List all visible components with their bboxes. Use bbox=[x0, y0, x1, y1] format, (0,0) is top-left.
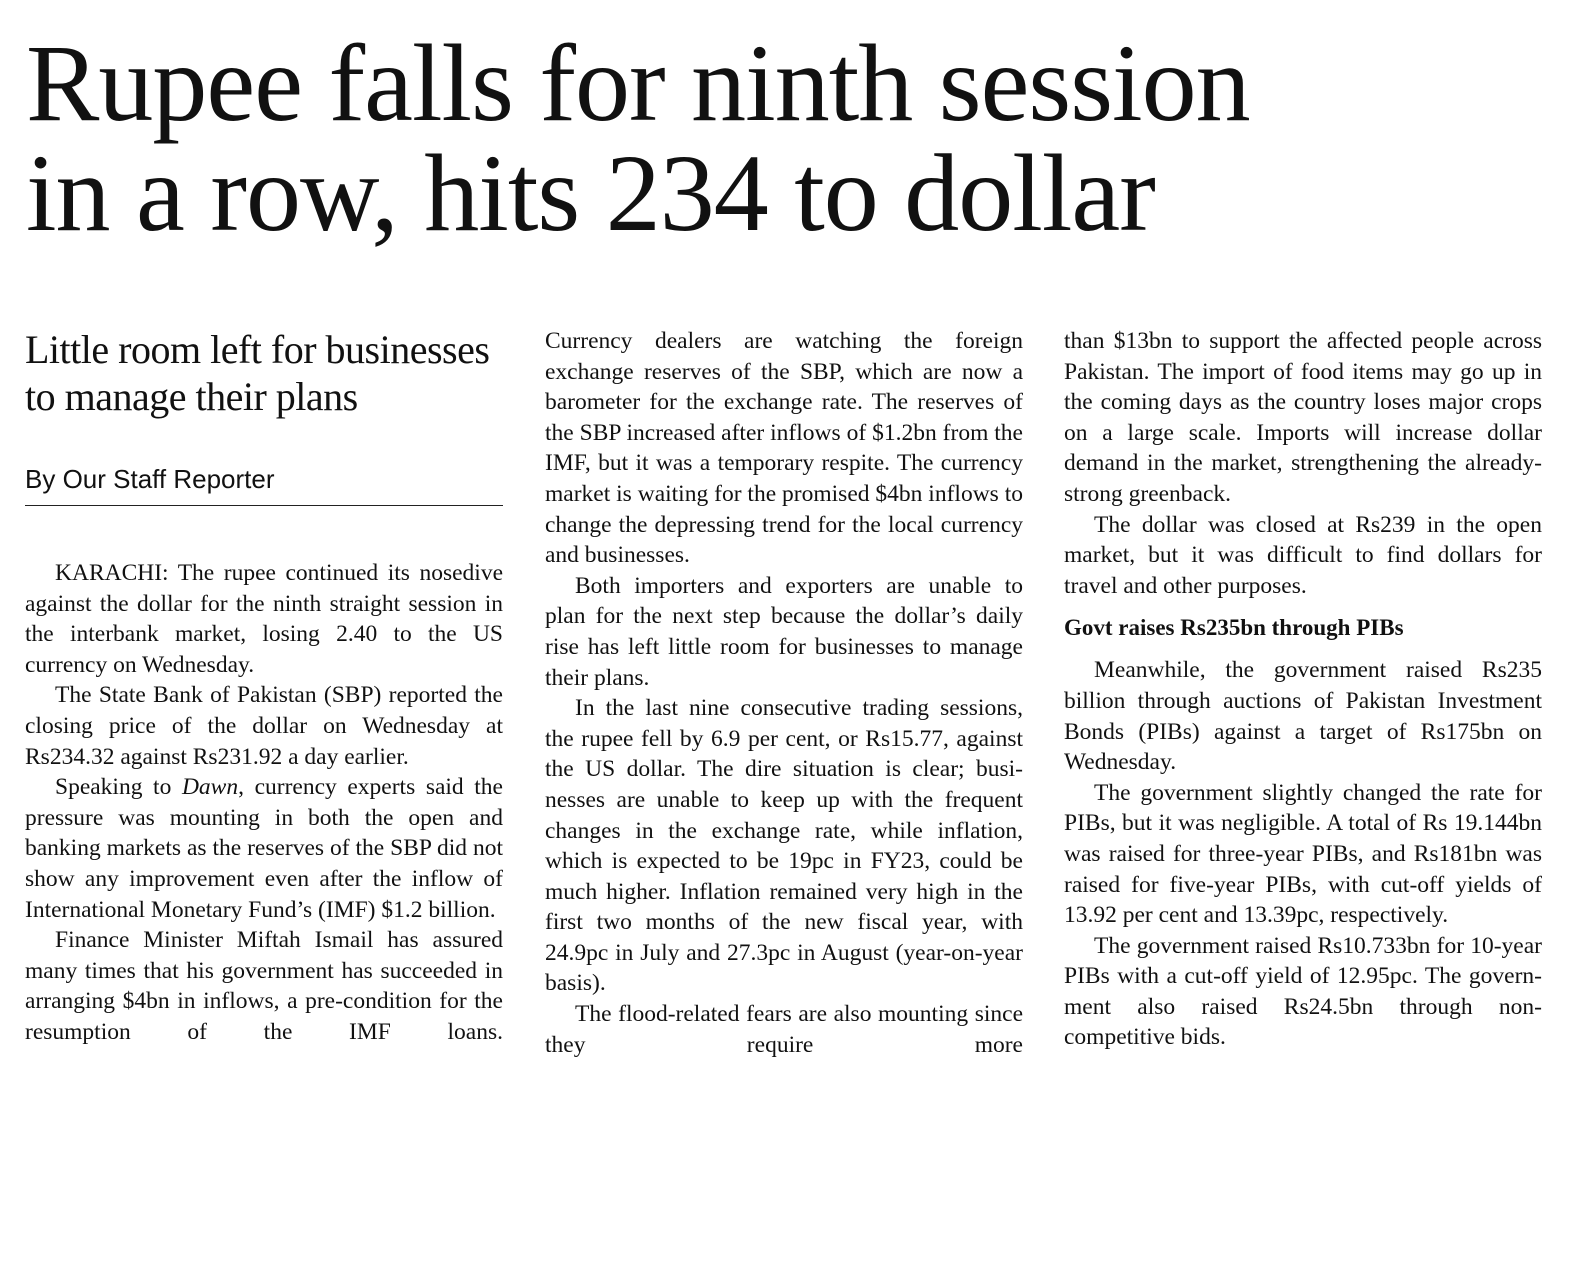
paragraph: Both importers and exporters are unable to plan for the next step because the dollar’s daily rise has left little room for businesses to manage their plans. bbox=[545, 572, 1023, 691]
column-3-body bbox=[1064, 326, 1542, 1053]
paragraph: The flood-related fears are also mounting since they require more bbox=[545, 1001, 1023, 1058]
paragraph bbox=[25, 772, 503, 925]
paragraph: The government slightly changed the rate for PIBs, but it was negligible. A total of Rs 19.144bn was raised for three-year PIBs, and Rs181bn was raised for five-year PIBs, with cut-off yields of 13.92 per cent and 13.39pc, respectively. bbox=[1064, 779, 1542, 929]
headline-line-2: in a row, hits 234 to dollar bbox=[26, 132, 1155, 254]
column-3 bbox=[1064, 326, 1542, 1053]
headline-line-1: Rupee falls for ninth session bbox=[26, 22, 1250, 144]
paragraph: Currency dealers are watching the foreign exchange reserves of the SBP, which are now a barometer for the exchange rate. The reserves of the SBP increased after inflows of $1.2bn from the IMF, but it was a temporary respite. The currency market is waiting for the promised $4bn inflows to change the depressing trend for the local currency and businesses. bbox=[545, 328, 1023, 569]
paragraph: The dollar was closed at Rs239 in the open market, but it was difficult to find dollars for travel and other purposes. bbox=[1064, 511, 1542, 599]
paragraph: In the last nine consecutive trading sessions, the rupee fell by 6.9 per cent, or Rs15.77, against the US dollar. The dire situation is clear; businesses are unable to keep up with the frequent changes in the exchange rate, while inflation, which is expected to be 19pc in FY23, could be much higher. Inflation remained very high in the first two months of the new fiscal year, with 24.9pc in July and 27.3pc in August (year-on-year basis). bbox=[545, 695, 1023, 997]
paragraph: The State Bank of Pakistan (SBP) reported the closing price of the dollar on Wednesday at Rs234.32 against Rs231.92 a day earlier. bbox=[25, 682, 503, 770]
paragraph: KARACHI: The rupee continued its nosedive against the dollar for the ninth straight session in the interbank market, losing 2.40 to the US currency on Wednesday. bbox=[25, 560, 503, 678]
paragraph: The government raised Rs10.733bn for 10-year PIBs with a cut-off yield of 12.95pc. The government also raised Rs24.5bn through non-competitive bids. bbox=[1064, 932, 1542, 1051]
column-2-body bbox=[545, 326, 1023, 1060]
headline bbox=[26, 22, 1566, 254]
paragraph: Meanwhile, the government raised Rs235 billion through auctions of Pakistan Investment Bonds (PIBs) against a target of Rs175bn on Wednesday. bbox=[1064, 657, 1542, 776]
column-2 bbox=[545, 326, 1023, 1060]
section-heading: Govt raises Rs235bn through PIBs bbox=[1064, 615, 1404, 641]
paragraph: than $13bn to support the affected people across Pakistan. The import of food items may go up in the coming days as the country loses major crops on a large scale. Imports will increase dollar demand in the market, strengthening the already-strong greenback. bbox=[1064, 328, 1542, 507]
column-1 bbox=[25, 326, 503, 1048]
paragraph-text: Speaking to bbox=[55, 774, 182, 801]
paragraph-text: , currency experts said the pressure was mounting in both the open and banking markets as the reserves of the SBP did not show any improvement even after the inflow of International Monetary Fund’s (IMF) $1.2 billion. bbox=[25, 774, 503, 923]
column-1-body bbox=[25, 558, 503, 1048]
paragraph: Finance Minister Miftah Ismail has assured many times that his government has succeeded in arranging $4bn in inflows, a pre-condition for the resumption of the IMF loans. bbox=[25, 927, 503, 1045]
publication-name: Dawn bbox=[181, 774, 239, 801]
byline: By Our Staff Reporter bbox=[25, 463, 503, 506]
subheadline: Little room left for businesses to manage their plans bbox=[25, 327, 490, 419]
